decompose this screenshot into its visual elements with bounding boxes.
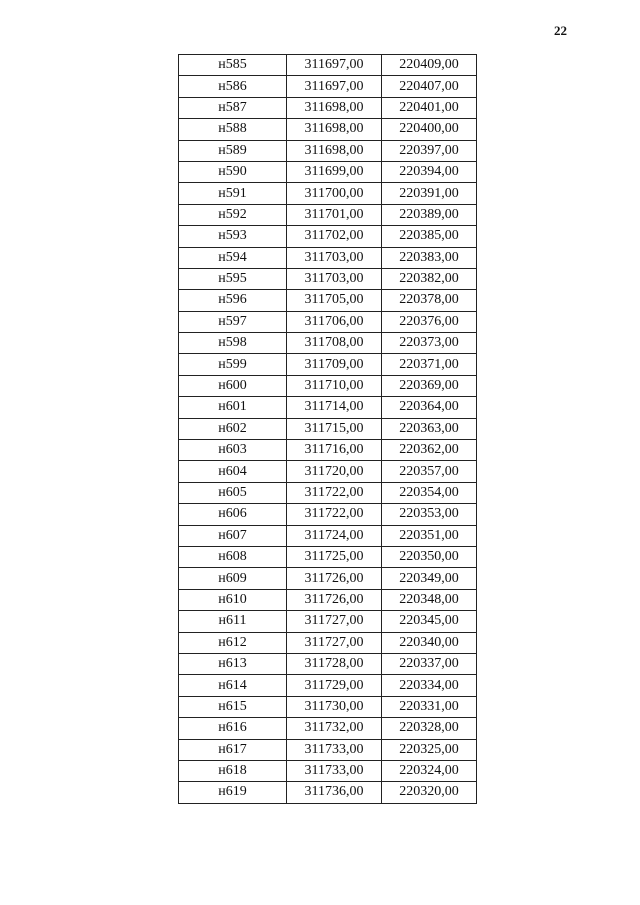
x-coordinate-cell: 311722,00 <box>287 504 382 525</box>
table-row <box>179 290 477 311</box>
y-coordinate-cell: 220371,00 <box>382 354 477 375</box>
point-id-cell: н607 <box>179 525 287 546</box>
table-row <box>179 183 477 204</box>
y-coordinate-cell: 220337,00 <box>382 653 477 674</box>
y-coordinate-cell: 220401,00 <box>382 97 477 118</box>
table-row <box>179 204 477 225</box>
y-coordinate-cell: 220364,00 <box>382 397 477 418</box>
point-id-cell: н600 <box>179 375 287 396</box>
table-row <box>179 653 477 674</box>
y-coordinate-cell: 220376,00 <box>382 311 477 332</box>
x-coordinate-cell: 311716,00 <box>287 440 382 461</box>
x-coordinate-cell: 311728,00 <box>287 653 382 674</box>
point-id-cell: н593 <box>179 226 287 247</box>
point-id-cell: н601 <box>179 397 287 418</box>
table-row <box>179 140 477 161</box>
x-coordinate-cell: 311733,00 <box>287 760 382 781</box>
table-row <box>179 739 477 760</box>
table-row <box>179 161 477 182</box>
y-coordinate-cell: 220389,00 <box>382 204 477 225</box>
x-coordinate-cell: 311710,00 <box>287 375 382 396</box>
point-id-cell: н592 <box>179 204 287 225</box>
point-id-cell: н609 <box>179 568 287 589</box>
table-row <box>179 226 477 247</box>
x-coordinate-cell: 311726,00 <box>287 589 382 610</box>
y-coordinate-cell: 220350,00 <box>382 546 477 567</box>
y-coordinate-cell: 220373,00 <box>382 333 477 354</box>
y-coordinate-cell: 220409,00 <box>382 55 477 76</box>
y-coordinate-cell: 220369,00 <box>382 375 477 396</box>
point-id-cell: н606 <box>179 504 287 525</box>
y-coordinate-cell: 220324,00 <box>382 760 477 781</box>
x-coordinate-cell: 311698,00 <box>287 97 382 118</box>
point-id-cell: н594 <box>179 247 287 268</box>
point-id-cell: н614 <box>179 675 287 696</box>
x-coordinate-cell: 311727,00 <box>287 611 382 632</box>
y-coordinate-cell: 220378,00 <box>382 290 477 311</box>
point-id-cell: н604 <box>179 461 287 482</box>
table-row <box>179 504 477 525</box>
point-id-cell: н616 <box>179 718 287 739</box>
table-row <box>179 718 477 739</box>
table-row <box>179 268 477 289</box>
y-coordinate-cell: 220391,00 <box>382 183 477 204</box>
y-coordinate-cell: 220340,00 <box>382 632 477 653</box>
y-coordinate-cell: 220397,00 <box>382 140 477 161</box>
point-id-cell: н602 <box>179 418 287 439</box>
table-row <box>179 782 477 803</box>
table-row <box>179 354 477 375</box>
coordinates-table-body <box>179 55 477 804</box>
table-row <box>179 311 477 332</box>
table-row <box>179 546 477 567</box>
table-row <box>179 696 477 717</box>
table-row <box>179 525 477 546</box>
x-coordinate-cell: 311699,00 <box>287 161 382 182</box>
x-coordinate-cell: 311697,00 <box>287 55 382 76</box>
table-row <box>179 461 477 482</box>
x-coordinate-cell: 311733,00 <box>287 739 382 760</box>
point-id-cell: н612 <box>179 632 287 653</box>
x-coordinate-cell: 311702,00 <box>287 226 382 247</box>
table-row <box>179 375 477 396</box>
x-coordinate-cell: 311722,00 <box>287 482 382 503</box>
table-row <box>179 97 477 118</box>
x-coordinate-cell: 311729,00 <box>287 675 382 696</box>
y-coordinate-cell: 220357,00 <box>382 461 477 482</box>
y-coordinate-cell: 220334,00 <box>382 675 477 696</box>
x-coordinate-cell: 311700,00 <box>287 183 382 204</box>
x-coordinate-cell: 311720,00 <box>287 461 382 482</box>
y-coordinate-cell: 220382,00 <box>382 268 477 289</box>
y-coordinate-cell: 220348,00 <box>382 589 477 610</box>
point-id-cell: н603 <box>179 440 287 461</box>
y-coordinate-cell: 220385,00 <box>382 226 477 247</box>
point-id-cell: н589 <box>179 140 287 161</box>
y-coordinate-cell: 220407,00 <box>382 76 477 97</box>
x-coordinate-cell: 311706,00 <box>287 311 382 332</box>
y-coordinate-cell: 220353,00 <box>382 504 477 525</box>
table-row <box>179 568 477 589</box>
point-id-cell: н597 <box>179 311 287 332</box>
point-id-cell: н615 <box>179 696 287 717</box>
point-id-cell: н586 <box>179 76 287 97</box>
y-coordinate-cell: 220349,00 <box>382 568 477 589</box>
table-row <box>179 333 477 354</box>
y-coordinate-cell: 220394,00 <box>382 161 477 182</box>
y-coordinate-cell: 220383,00 <box>382 247 477 268</box>
x-coordinate-cell: 311698,00 <box>287 140 382 161</box>
x-coordinate-cell: 311709,00 <box>287 354 382 375</box>
point-id-cell: н595 <box>179 268 287 289</box>
point-id-cell: н611 <box>179 611 287 632</box>
y-coordinate-cell: 220325,00 <box>382 739 477 760</box>
point-id-cell: н619 <box>179 782 287 803</box>
point-id-cell: н608 <box>179 546 287 567</box>
y-coordinate-cell: 220320,00 <box>382 782 477 803</box>
x-coordinate-cell: 311726,00 <box>287 568 382 589</box>
point-id-cell: н585 <box>179 55 287 76</box>
table-row <box>179 247 477 268</box>
table-row <box>179 418 477 439</box>
table-row <box>179 55 477 76</box>
point-id-cell: н598 <box>179 333 287 354</box>
x-coordinate-cell: 311725,00 <box>287 546 382 567</box>
x-coordinate-cell: 311724,00 <box>287 525 382 546</box>
point-id-cell: н588 <box>179 119 287 140</box>
y-coordinate-cell: 220363,00 <box>382 418 477 439</box>
point-id-cell: н591 <box>179 183 287 204</box>
x-coordinate-cell: 311703,00 <box>287 247 382 268</box>
point-id-cell: н587 <box>179 97 287 118</box>
y-coordinate-cell: 220328,00 <box>382 718 477 739</box>
page-number: 22 <box>554 23 567 38</box>
y-coordinate-cell: 220345,00 <box>382 611 477 632</box>
point-id-cell: н617 <box>179 739 287 760</box>
x-coordinate-cell: 311727,00 <box>287 632 382 653</box>
point-id-cell: н605 <box>179 482 287 503</box>
x-coordinate-cell: 311701,00 <box>287 204 382 225</box>
x-coordinate-cell: 311703,00 <box>287 268 382 289</box>
point-id-cell: н613 <box>179 653 287 674</box>
table-row <box>179 760 477 781</box>
point-id-cell: н599 <box>179 354 287 375</box>
point-id-cell: н610 <box>179 589 287 610</box>
x-coordinate-cell: 311732,00 <box>287 718 382 739</box>
y-coordinate-cell: 220354,00 <box>382 482 477 503</box>
x-coordinate-cell: 311715,00 <box>287 418 382 439</box>
y-coordinate-cell: 220351,00 <box>382 525 477 546</box>
y-coordinate-cell: 220400,00 <box>382 119 477 140</box>
x-coordinate-cell: 311730,00 <box>287 696 382 717</box>
x-coordinate-cell: 311708,00 <box>287 333 382 354</box>
table-row <box>179 611 477 632</box>
table-row <box>179 675 477 696</box>
table-row <box>179 440 477 461</box>
table-row <box>179 119 477 140</box>
point-id-cell: н590 <box>179 161 287 182</box>
x-coordinate-cell: 311714,00 <box>287 397 382 418</box>
table-row <box>179 482 477 503</box>
x-coordinate-cell: 311697,00 <box>287 76 382 97</box>
table-row <box>179 76 477 97</box>
y-coordinate-cell: 220362,00 <box>382 440 477 461</box>
coordinates-table <box>178 54 477 804</box>
y-coordinate-cell: 220331,00 <box>382 696 477 717</box>
point-id-cell: н618 <box>179 760 287 781</box>
x-coordinate-cell: 311705,00 <box>287 290 382 311</box>
x-coordinate-cell: 311736,00 <box>287 782 382 803</box>
table-row <box>179 589 477 610</box>
table-row <box>179 632 477 653</box>
point-id-cell: н596 <box>179 290 287 311</box>
table-row <box>179 397 477 418</box>
x-coordinate-cell: 311698,00 <box>287 119 382 140</box>
